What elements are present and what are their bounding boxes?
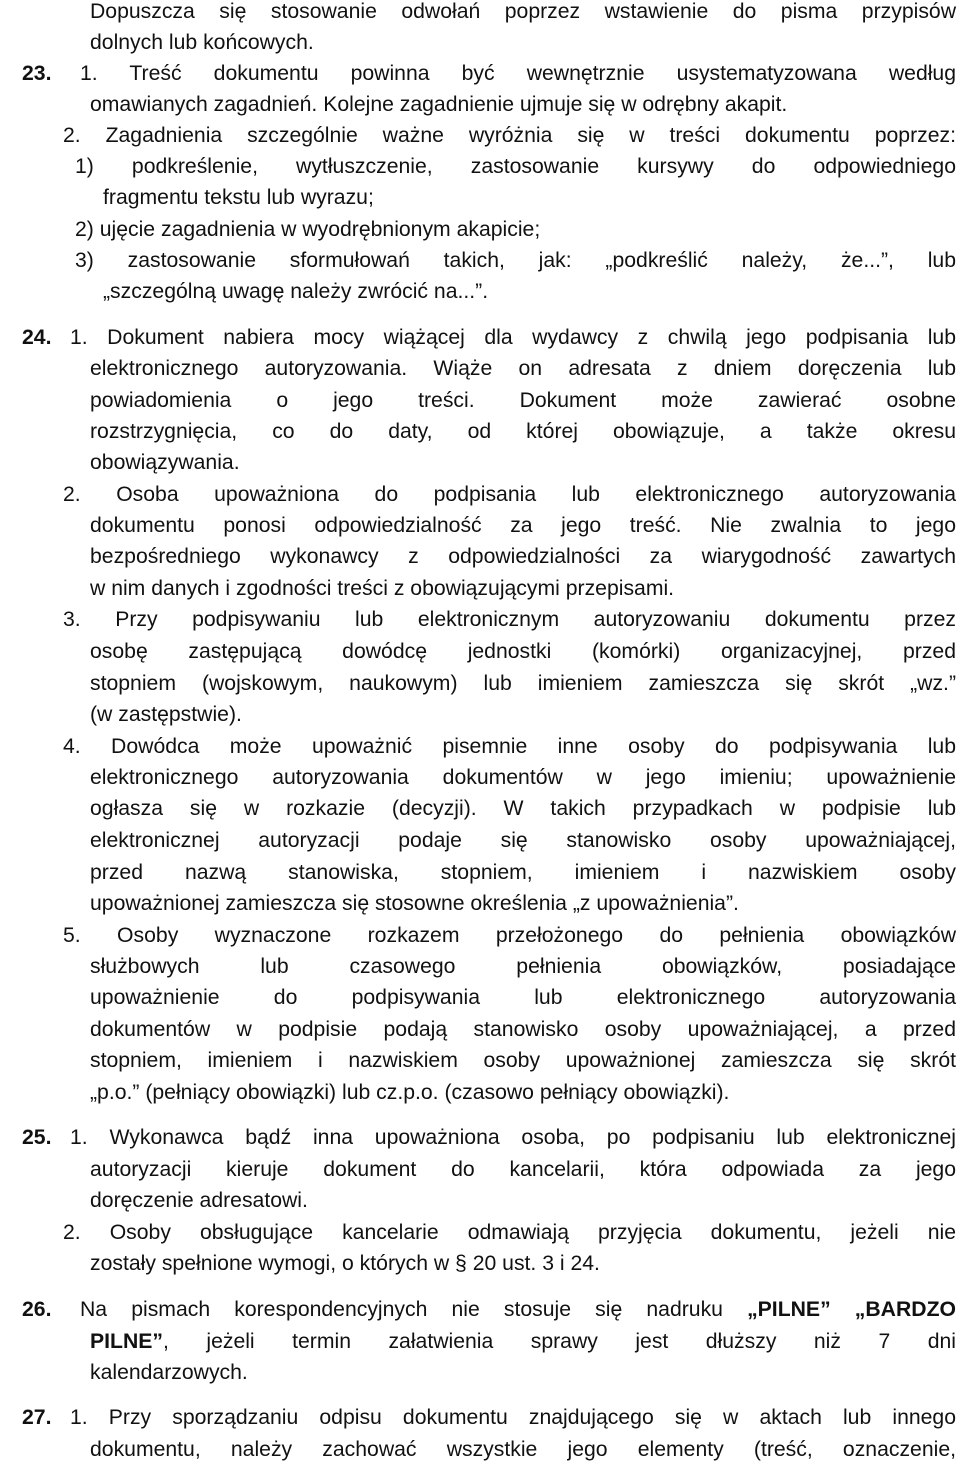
text-line: omawianych zagadnień. Kolejne zagadnienie ujmuje się w odrębny akapit. — [90, 93, 788, 116]
text-line: 2. Osoba upoważniona do podpisania lub elektronicznego autoryzowania — [63, 483, 956, 506]
text-line: 1. Dokument nabiera mocy wiążącej dla wydawcy z chwilą jego podpisania lub — [70, 326, 956, 349]
list-item: 2) ujęcie zagadnienia w wyodrębnionym akapicie; — [75, 218, 541, 241]
text-line: 1. Treść dokumentu powinna być wewnętrznie usystematyzowana według — [80, 62, 956, 85]
list-item: 3) zastosowanie sformułowań takich, jak: „podkreślić należy, że...”, lub — [75, 249, 956, 272]
text-line: elektronicznego autoryzowania dokumentów w jego imieniu; upoważnienie — [90, 766, 956, 789]
text-line: (w zastępstwie). — [90, 703, 242, 726]
list-item: „szczególną uwagę należy zwrócić na...”. — [103, 280, 489, 303]
text-line: 2. Zagadnienia szczególnie ważne wyróżnia się w treści dokumentu poprzez: — [63, 124, 956, 147]
list-item: 1) podkreślenie, wytłuszczenie, zastosowanie kursywy do odpowiedniego — [75, 155, 956, 178]
text-line: elektronicznej autoryzacji podaje się stanowisko osoby upoważniającej, — [90, 829, 956, 852]
text-line: stopniem (wojskowym, naukowym) lub imieniem zamieszcza się skrót „wz.” — [90, 672, 956, 695]
text-line: 1. Przy sporządzaniu odpisu dokumentu znajdującego się w aktach lub innego — [70, 1406, 956, 1429]
text-line: 1. Wykonawca bądź inna upoważniona osoba, po podpisaniu lub elektronicznej — [70, 1126, 956, 1149]
text-line: przed nazwą stanowiska, stopniem, imieniem i nazwiskiem osoby — [90, 861, 956, 884]
section-number: 27. — [22, 1406, 52, 1429]
text-line: 3. Przy podpisywaniu lub elektronicznym autoryzowaniu dokumentu przez — [63, 608, 956, 631]
text-line: elektronicznego autoryzowania. Wiąże on adresata z dniem doręczenia lub — [90, 357, 956, 380]
text-line: stopniem, imieniem i nazwiskiem osoby upoważnionej zamieszcza się skrót — [90, 1049, 956, 1072]
text-line: autoryzacji kieruje dokument do kancelarii, która odpowiada za jego — [90, 1158, 956, 1181]
bold-text: „PILNE” „BARDZO — [747, 1298, 957, 1321]
text-line: ogłasza się w rozkazie (decyzji). W takich przypadkach w podpisie lub — [90, 797, 956, 820]
text-line: dokumentu ponosi odpowiedzialność za jego treść. Nie zwalnia to jego — [90, 514, 956, 537]
text-line: służbowych lub czasowego pełnienia obowiązków, posiadające — [90, 955, 956, 978]
text-line: zostały spełnione wymogi, o których w § 20 ust. 3 i 24. — [90, 1252, 600, 1275]
list-item: fragmentu tekstu lub wyrazu; — [103, 186, 374, 209]
text-line: bezpośredniego wykonawcy z odpowiedzialności za wiarygodność zawartych — [90, 545, 956, 568]
text-line: upoważnienie do podpisywania lub elektronicznego autoryzowania — [90, 986, 956, 1009]
text-line: powiadomienia o jego treści. Dokument może zawierać osobne — [90, 389, 956, 412]
text-line: 5. Osoby wyznaczone rozkazem przełożonego do pełnienia obowiązków — [63, 924, 956, 947]
text-line: w nim danych i zgodności treści z obowiązującymi przepisami. — [90, 577, 675, 600]
text-line: obowiązywania. — [90, 451, 240, 474]
text-line: „p.o.” (pełniący obowiązki) lub cz.p.o. (czasowo pełniący obowiązki). — [90, 1081, 730, 1104]
section-number: 26. — [22, 1298, 52, 1321]
text-line — [80, 1298, 956, 1322]
text-line: dokumentu, należy zachować wszystkie jego elementy (treść, oznaczenie, — [90, 1438, 956, 1461]
text-line: upoważnionej zamieszcza się stosowne określenia „z upoważnienia”. — [90, 892, 739, 915]
text-line: doręczenie adresatowi. — [90, 1189, 308, 1212]
text-line: rozstrzygnięcia, co do daty, od której obowiązuje, a także okresu — [90, 420, 956, 443]
text-line: osobę zastępującą dowódcę jednostki (komórki) organizacyjnej, przed — [90, 640, 956, 663]
text-line: dokumentów w podpisie podają stanowisko osoby upoważniającej, a przed — [90, 1018, 956, 1041]
text-line: Dopuszcza się stosowanie odwołań poprzez wstawienie do pisma przypisów — [90, 0, 956, 23]
text-line: dolnych lub końcowych. — [90, 31, 314, 54]
text-line: 2. Osoby obsługujące kancelarie odmawiają przyjęcia dokumentu, jeżeli nie — [63, 1221, 956, 1244]
bold-text: PILNE” — [90, 1330, 163, 1353]
text-run: , jeżeli termin załatwienia sprawy jest dłuższy niż 7 dni — [163, 1330, 956, 1353]
section-number: 24. — [22, 326, 52, 349]
section-number: 23. — [22, 62, 52, 85]
text-line: 4. Dowódca może upoważnić pisemnie inne osoby do podpisywania lub — [63, 735, 956, 758]
section-number: 25. — [22, 1126, 52, 1149]
text-line: kalendarzowych. — [90, 1361, 248, 1384]
text-run: Na pismach korespondencyjnych nie stosuje się nadruku — [80, 1298, 748, 1321]
text-line — [90, 1330, 956, 1354]
